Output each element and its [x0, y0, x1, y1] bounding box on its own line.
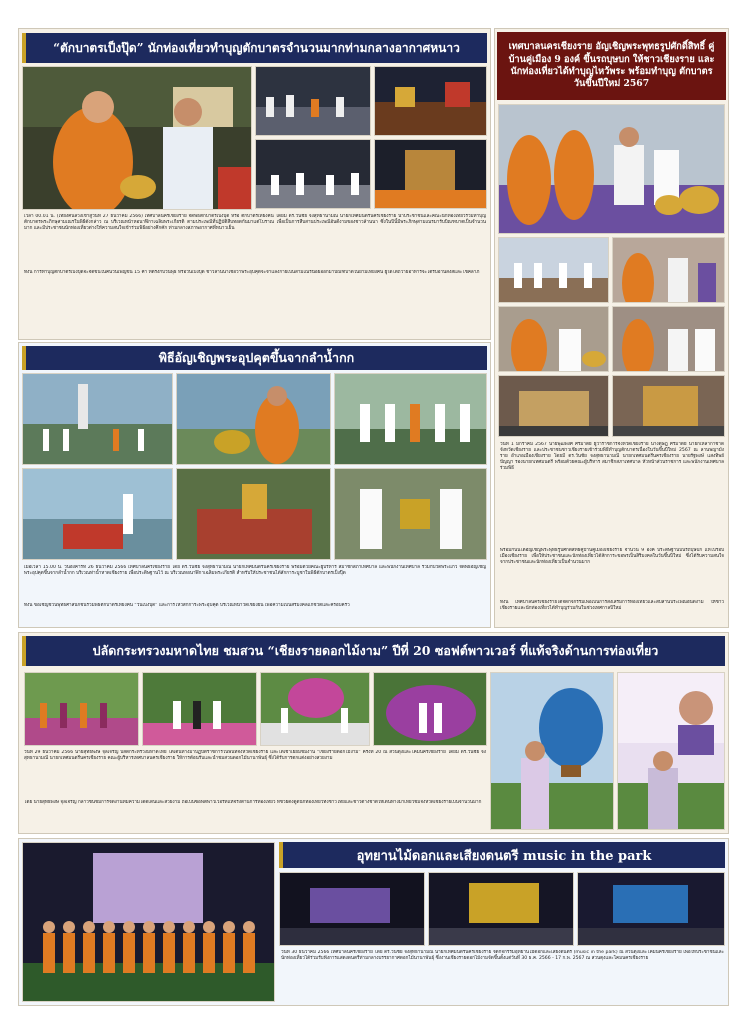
photo-monk-receiving-alms-image — [23, 67, 252, 210]
photo-upakut-6-image — [335, 469, 487, 560]
section5-paragraph: วันที่ 30 ธันวาคม 2566 เทศบาลนครเชียงราย โดย ดร.วันชัย จงสุทธานามณี นายกเทศมนตรีนครเชียงราย จัดกิจกรรมอุทยานไม้ดอกและเสียงดนตรี (music in the park) ณ สวนตุงและโคมนครเชียงราย เพื่อให้ประชาชนและนักท่องเที่ยวได้ร่วมรับฟังการแสดงดนตรีท่ามกลางบรรยากาศดอกไม้นานาพันธุ์ ซึ่งงานเชียงรายดอกไม้งามจัดขึ้นตั้งแต่วันที่ 30 ธ.ค. 2566 - 17 ก.พ. 2567 ณ สวนตุงและโคมนครเชียงราย — [281, 950, 724, 962]
section2-paragraph-2: พร้อมกันนี้ได้อัญเชิญพระพุทธรูปศักดิ์สิทธิ์คู่บ้านคู่เมืองเชียงราย จำนวน 9 องค์ ประดิษฐานบนรถบุษบก แห่ไปรอบเมืองเชียงราย เพื่อให้ประชาชนและนักท่องเที่ยวได้สักการะขอพรเป็นสิริมงคลในวันขึ้นปีใหม่ ซึ่งได้รับความสนใจจากประชาชนและนักท่องเที่ยวเป็นจำนวนมาก — [500, 548, 724, 566]
photo-monk-receiving-alms — [22, 66, 252, 210]
photo-garden-3 — [260, 672, 370, 746]
photo-ny-5 — [498, 375, 609, 437]
photo-music-1 — [279, 872, 425, 946]
section2-paragraph: วันที่ 1 มกราคม 2567 นายพุฒิพงศ์ ศิริมาตย์ ผู้ว่าราชการจังหวัดเชียงราย นางดุษฎี ศิริมาตย์ นายกเหล่ากาชาดจังหวัดเชียงราย และประชาชนชาวเชียงรายเข้าร่วมพิธีทำบุญตักบาตรเนื่องในวันขึ้นปีใหม่ 2567 ณ ลานพญามังราย อำเภอเมืองเชียงราย โดยมี ดร.วันชัย จงสุทธานามณี นายกเทศมนตรีนครเชียงราย นายรัฐพงษ์ แสงทิพย์ปัญญา รองนายกเทศมนตรี พร้อมด้วยคณะผู้บริหาร สมาชิกสภาเทศบาล หัวหน้าส่วนราชการ และพนักงานเทศบาลร่วมพิธี — [500, 442, 724, 472]
photo-ny-2 — [612, 237, 725, 303]
photo-upakut-5 — [176, 468, 331, 560]
photo-upakut-1 — [22, 373, 173, 465]
photo-music-3-image — [578, 873, 725, 946]
photo-upakut-1-image — [23, 374, 173, 465]
photo-crowd-1-image — [256, 67, 371, 136]
section3-paragraph-2: ทั้งนี้ ขอเชิญชวนพุทธศาสนิกชนร่วมพิธีตักบาตรเที่ยงคืน “วันเป็งปุ๊ด” และการไหว้สักการะพระอุปคุต บริเวณหน้าวัดเชียงยืน เพื่อความเป็นสิริมงคลแก่ชีวิตและครอบครัว — [24, 603, 350, 608]
section4-paragraph: วันที่ 29 ธันวาคม 2566 นายสุทธิพงษ์ จุลเจริญ ปลัดกระทรวงมหาดไทย ได้เดินทางมาปฏิบัติราชการในพื้นที่จังหวัดเชียงราย และได้เข้าเยี่ยมชมงาน “เชียงรายดอกไม้งาม” ครั้งที่ 20 ณ สวนตุงและโคมนครเชียงราย โดยมี ดร.วันชัย จงสุทธานามณี นายกเทศมนตรีนครเชียงราย คณะผู้บริหารเทศบาลนครเชียงราย ให้การต้อนรับและนำชมสวนดอกไม้นานาพันธุ์ ซึ่งได้รับการตกแต่งอย่างสวยงาม — [24, 750, 486, 762]
photo-official-portrait — [617, 672, 725, 830]
photo-music-group-image — [23, 843, 275, 1002]
photo-upakut-5-image — [177, 469, 331, 560]
section2-paragraph-3: ทั้งนี้ เทศบาลนครเชียงรายได้จัดกิจกรรมเพื่อเป็นการส่งเสริมการท่องเที่ยวและสืบสานประเพณีอันดีงาม ให้ชาวเชียงรายและนักท่องเที่ยวได้ทำบุญร่วมกันในช่วงเทศกาลปีใหม่ — [500, 600, 724, 612]
photo-crowd-4 — [374, 139, 487, 209]
section5-title-text: อุทยานไม้ดอกและเสียงดนตรี music in the park — [356, 848, 652, 864]
photo-garden-1 — [24, 672, 139, 746]
photo-music-1-image — [280, 873, 425, 946]
photo-ny-1-image — [499, 238, 609, 303]
photo-upakut-3-image — [335, 374, 487, 465]
photo-ny-5-image — [499, 376, 609, 437]
section1-title — [22, 33, 487, 63]
photo-garden-4-image — [374, 673, 487, 746]
section4-title — [22, 636, 725, 666]
photo-music-2-image — [429, 873, 574, 946]
photo-upakut-2 — [176, 373, 331, 465]
photo-ny-4-image — [613, 307, 725, 372]
photo-music-2 — [428, 872, 574, 946]
photo-upakut-3 — [334, 373, 487, 465]
section4-title-text: ปลัดกระทรวงมหาดไทย ชมสวน “เชียงรายดอกไม้งาม” ปีที่ 20 ซอฟต์พาวเวอร์ ที่แท้จริงด้านการท่องเที่ยว — [92, 643, 659, 658]
photo-ny-3 — [498, 306, 609, 372]
photo-upakut-6 — [334, 468, 487, 560]
photo-upakut-4-image — [23, 469, 173, 560]
section4-paragraph-2: โดย นายสุทธิพงษ์ จุลเจริญ กล่าวชื่นชมการจัดงานที่มีความโดดเด่นและสวยงาม ถือเป็นซอฟต์พาวเวอร์ที่แท้จริงด้านการท่องเที่ยว ที่ช่วยดึงดูดนักท่องเที่ยวทั้งชาวไทยและชาวต่างชาติให้เดินทางมาเที่ยวชมจังหวัดเชียงรายเป็นจำนวนมาก — [24, 800, 482, 805]
photo-alms-offering-main — [498, 104, 725, 234]
photo-ny-6 — [612, 375, 725, 437]
photo-crowd-3-image — [256, 140, 371, 209]
section3-title-text: พิธีอัญเชิญพระอุปคุตขึ้นจากลำน้ำกก — [158, 350, 355, 365]
photo-garden-3-image — [261, 673, 370, 746]
photo-music-group — [22, 842, 275, 1002]
photo-ny-2-image — [613, 238, 725, 303]
photo-garden-4 — [373, 672, 487, 746]
photo-garden-1-image — [25, 673, 139, 746]
photo-alms-offering-main-image — [499, 105, 725, 234]
photo-balloon-garden — [490, 672, 614, 830]
section1-title-text: “ตักบาตรเป็งปุ๊ด” นักท่องเที่ยวทำบุญตักบาตรจำนวนมากท่ามกลางอากาศหนาว — [53, 40, 460, 55]
photo-official-portrait-image — [618, 673, 725, 830]
photo-garden-2 — [142, 672, 257, 746]
photo-ny-4 — [612, 306, 725, 372]
photo-crowd-3 — [255, 139, 371, 209]
section1-paragraph-2: ทั้งนี้ การทำบุญตักบาตรเป็งปุ๊ดจะจัดขึ้นในคืนวันเพ็ญขึ้น 15 ค่ำ ที่ตรงกับวันพุธ หรือวันเป็งปุ๊ด ชาวล้านนาเชื่อว่าพระอุปคุตจะจำแลงกายเป็นสามเณรน้อยออกมาบิณฑบาตในยามเที่ยงคืน ผู้ใดได้ถวายอาหารจะได้รับอานิสงส์และโชคลาภ — [24, 270, 480, 275]
section1-paragraph: เวลา 00.01 น. (เที่ยงคืนล่วงเข้าสู่วันที่ 27 ธันวาคม 2566) เทศบาลนครเชียงราย จัดพิธีตักบาตรเป็งปุ๊ด หรือ ตักบาตรเที่ยงคืน โดยมี ดร.วันชัย จงสุทธานามณี นายกเทศมนตรีนครเชียงราย นำประชาชนและคณะนักท่องเที่ยวร่วมทำบุญตักบาตรพระภิกษุสามเณรในพิธีดังกล่าว ณ บริเวณหน้าหอนาฬิกาเฉลิมพระเกียรติ ตามประเพณีที่ปฏิบัติสืบทอดกันมาแต่โบราณ เพื่อเป็นการสืบสานประเพณีอันดีงามของชาวล้านนา ซึ่งในปีนี้มีพระภิกษุสามเณรมารับบิณฑบาตเป็นจำนวนมาก และมีประชาชนนักท่องเที่ยวต่างให้ความสนใจเข้าร่วมพิธีอย่างคึกคัก ท่ามกลางสภาพอากาศที่หนาวเย็น — [24, 214, 486, 232]
section2-title — [497, 32, 726, 100]
section3-title — [22, 346, 487, 370]
photo-crowd-2-image — [375, 67, 487, 136]
photo-balloon-garden-image — [491, 673, 614, 830]
section5-title — [279, 842, 725, 868]
photo-ny-3-image — [499, 307, 609, 372]
photo-upakut-2-image — [177, 374, 331, 465]
photo-upakut-4 — [22, 468, 173, 560]
photo-ny-6-image — [613, 376, 725, 437]
section2-title-text: เทศบาลนครเชียงราย อัญเชิญพระพุทธรูปศักดิ์สิทธิ์ คู่บ้านคู่เมือง 9 องค์ ขึ้นรถบุษบก ให้ชาวเชียงราย และนักท่องเที่ยวได้ทำบุญไหว้พระ พร้อมทำบุญ ตักบาตรวันขึ้นปีใหม่ 2567 — [508, 41, 715, 90]
section3-paragraph: เมื่อเวลา 15.00 น. วันอังคารที่ 26 ธันวาคม 2566 เทศบาลนครเชียงราย โดย ดร.วันชัย จงสุทธานามณี นายกเทศมนตรีนครเชียงราย พร้อมด้วยคณะผู้บริหาร สมาชิกสภาเทศบาล และพนักงานเทศบาล ร่วมกับวัดพระแก้ว จัดพิธีอัญเชิญพระอุปคุตขึ้นจากลำน้ำกก บริเวณท่าน้ำหาดเชียงราย เพื่อประดิษฐานไว้ ณ บริเวณหอนาฬิกาเฉลิมพระเกียรติ สำหรับให้ประชาชนได้สักการะบูชาในพิธีตักบาตรเป็งปุ๊ด — [24, 565, 486, 577]
photo-music-3 — [577, 872, 725, 946]
photo-crowd-2 — [374, 66, 487, 136]
photo-crowd-4-image — [375, 140, 487, 209]
photo-ny-1 — [498, 237, 609, 303]
photo-crowd-1 — [255, 66, 371, 136]
photo-garden-2-image — [143, 673, 257, 746]
